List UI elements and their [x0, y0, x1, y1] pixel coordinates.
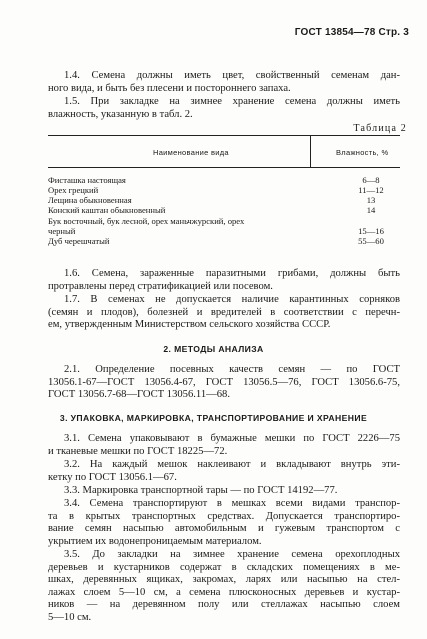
text-line: 1.7. В семенах не допускается наличие карантинных сорняков [64, 294, 400, 305]
text-line: 3.3. Маркировка транспортной тары — по ГОСТ 14192—77. [64, 485, 338, 496]
text-line: укрытием их водонепроницаемым материалом. [48, 535, 262, 547]
text-line: ного вида, и быть без плесени и постороннего запаха. [48, 82, 291, 94]
row-value: 13 [366, 195, 376, 205]
text-line: 1.5. При закладке на зимнее хранение семена должны иметь [64, 96, 400, 107]
section-2-heading: 2. МЕТОДЫ АНАЛИЗА [163, 344, 264, 354]
text-line: (семян и плодов), болезней и вредителей в соответствии с перечн- [48, 306, 400, 318]
text-line: 1.6. Семена, зараженные паразитными грибами, должны быть [64, 268, 400, 279]
paragraph-1-7 [48, 294, 400, 332]
text-line: 1.4. Семена должны иметь цвет, свойственный семенам дан- [64, 70, 400, 81]
text-line: 3.4. Семена транспортируют в мешках всеми видами транспор- [64, 498, 400, 509]
row-value: 11—12 [358, 185, 384, 195]
text-line: 3.2. На каждый мешок наклеивают и вкладывают внутрь эти- [64, 459, 400, 470]
row-value: 15—16 [358, 226, 384, 236]
table-top-rule [48, 135, 400, 136]
text-line: кетку по ГОСТ 13056.1—67. [48, 471, 177, 483]
text-line: лажах слоем 5—10 см, а семена плюсконосных деревьев и кустар- [48, 586, 400, 598]
text-line: ников — на деревянном полу или стеллажах насыпью слоем [48, 599, 400, 611]
row-name: Дуб черешчатый [48, 236, 110, 246]
section-3-heading: 3. УПАКОВКА, МАРКИРОВКА, ТРАНСПОРТИРОВАНИЕ И ХРАНЕНИЕ [59, 413, 368, 423]
paragraph-3-4 [48, 498, 400, 548]
text-line: 3.5. До закладки на зимнее хранение семена орехоплодных [64, 549, 400, 560]
row-value: 14 [366, 205, 376, 215]
paragraph-1-5 [48, 96, 400, 121]
text-line: и тканевые мешки по ГОСТ 18225—72. [48, 445, 228, 457]
row-name: Бук восточный, бук лесной, орех маньчжурский, орех [48, 216, 245, 226]
row-name: Лещина обыкновенная [48, 195, 132, 205]
text-line: протравлены перед стратификацией или посевом. [48, 280, 273, 292]
table-header-rule [48, 167, 400, 168]
column-header-name: Наименование вида [153, 148, 229, 157]
paragraph-1-4 [48, 70, 400, 95]
row-name: Фисташка настоящая [48, 175, 126, 185]
paragraph-3-5 [48, 549, 400, 625]
text-line: ем, утвержденным Министерством сельского хозяйства СССР. [48, 319, 331, 331]
row-name: Орех грецкий [48, 185, 99, 195]
paragraph-2-1 [48, 364, 400, 402]
page-header: ГОСТ 13854—78 Стр. 3 [294, 27, 409, 38]
text-line: 13056.1-67—ГОСТ 13056.4-67, ГОСТ 13056.5—76, ГОСТ 13056.6-75, [48, 376, 400, 388]
text-line: влажность, указанную в табл. 2. [48, 108, 193, 120]
row-value: 55—60 [358, 236, 384, 246]
text-line: 3.1. Семена упаковывают в бумажные мешки по ГОСТ 2226—75 [64, 433, 400, 444]
row-value: 6—8 [362, 175, 380, 185]
paragraph-1-6 [48, 268, 400, 293]
column-header-value: Влажность, % [336, 148, 389, 157]
paragraph-3-3 [48, 485, 400, 498]
text-line: шках, деревянных ящиках, закромах, ларях или насыпью на стел- [48, 574, 400, 586]
table-caption: Таблица 2 [353, 123, 407, 134]
text-line: 2.1. Определение посевных качеств семян — по ГОСТ [64, 364, 400, 375]
text-line: вание семян насыпью автомобильным и гужевым транспортом с [48, 523, 400, 535]
row-name: Конский каштан обыкновенный [48, 205, 166, 215]
paragraph-3-2 [48, 459, 400, 484]
text-line: та в крытых транспортных средствах. Допускается транспортиро- [48, 510, 400, 522]
table-column-divider [310, 136, 311, 167]
row-name: черный [48, 226, 76, 236]
text-line: деревьев и кустарников содержат в складских помещениях в ме- [48, 561, 400, 573]
text-line: ГОСТ 13056.7-68—ГОСТ 13056.11—68. [48, 389, 230, 401]
text-line: 5—10 см. [48, 611, 92, 623]
paragraph-3-1 [48, 433, 400, 458]
